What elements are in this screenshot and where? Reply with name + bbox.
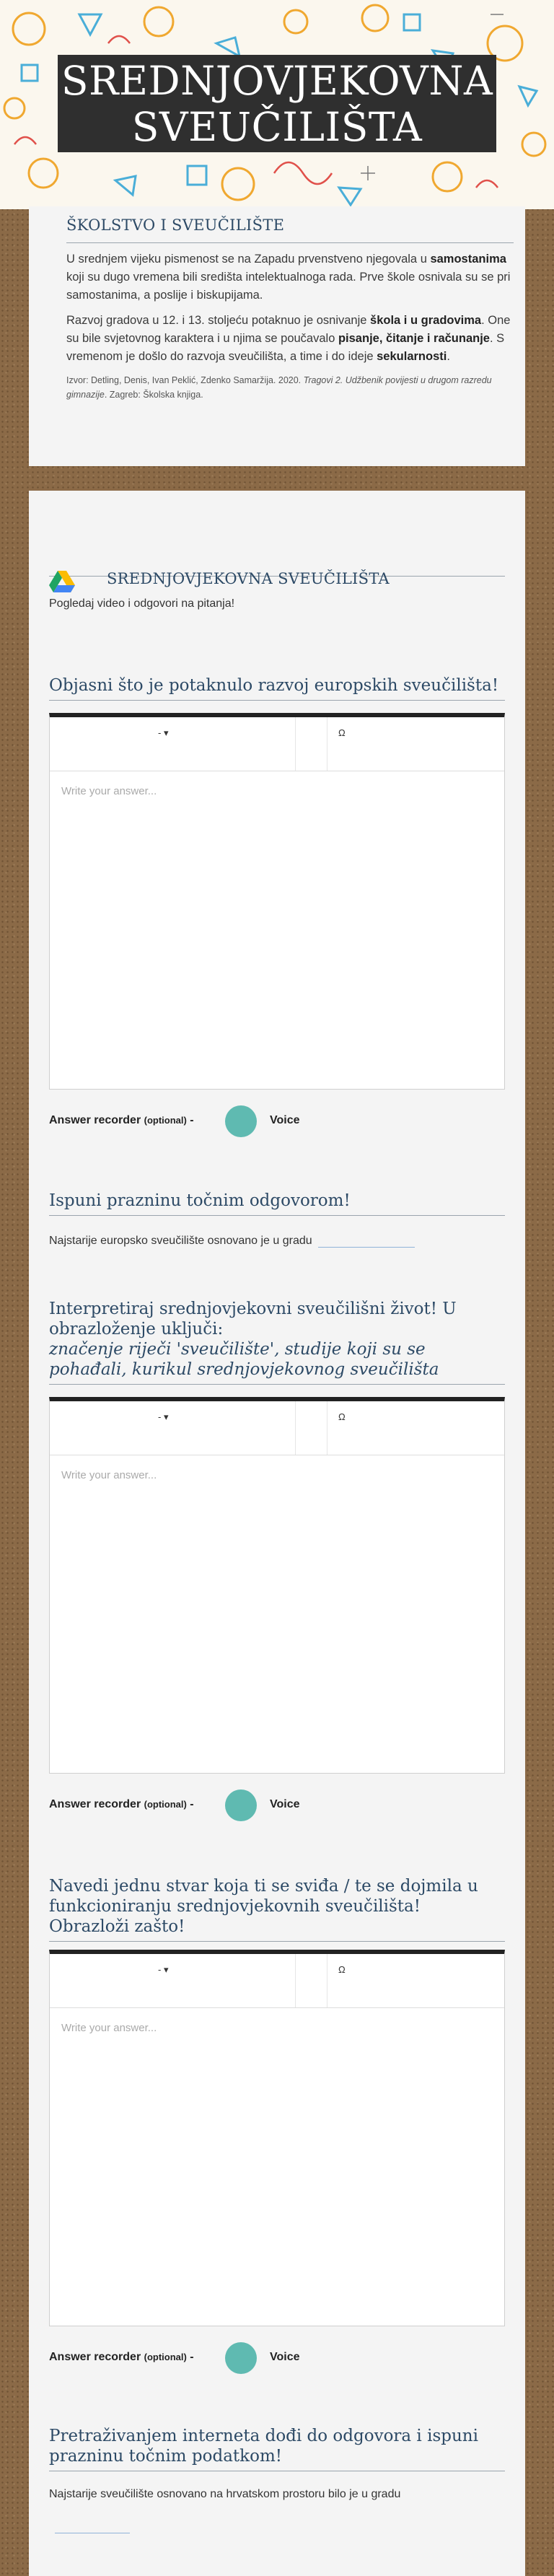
answer-recorder-2 bbox=[49, 1798, 300, 1811]
recorder-optional: (optional) bbox=[144, 2352, 187, 2362]
fill-blank-sentence: Najstarije sveučilište osnovano na hrvatskom prostoru bilo je u gradu bbox=[49, 2488, 401, 2500]
italic-span: Tragovi 2. Udžbenik povijesti u drugom razredu gimnazije bbox=[66, 375, 492, 400]
question-5: Pretraživanjem interneta dođi do odgovora i ispuni prazninu točnim podatkom! bbox=[49, 2426, 505, 2471]
bold-span: samostanima bbox=[430, 253, 506, 266]
recorder-optional: (optional) bbox=[144, 1799, 187, 1810]
format-label: - bbox=[158, 1964, 162, 1975]
fill-blank-input-1[interactable] bbox=[318, 1231, 415, 1248]
text-span: . bbox=[447, 350, 450, 363]
question-1: Objasni što je potaknulo razvoj europskih sveučilišta! bbox=[49, 675, 505, 701]
format-dropdown[interactable] bbox=[158, 1964, 169, 1976]
fill-blank-input-2[interactable] bbox=[55, 2517, 130, 2533]
voice-label: Voice bbox=[270, 2351, 300, 2363]
answer-recorder-3 bbox=[49, 2351, 300, 2364]
format-label: - bbox=[158, 1411, 162, 1422]
toolbar-divider bbox=[295, 717, 296, 771]
voice-label: Voice bbox=[270, 1114, 300, 1126]
recorder-label-text: Answer recorder bbox=[49, 1114, 141, 1126]
worksheet-title: SREDNJOVJEKOVNA SVEUČILIŠTA bbox=[107, 570, 390, 587]
fill-blank-2-input-row bbox=[49, 2517, 130, 2533]
special-character-button[interactable]: Ω bbox=[338, 727, 346, 738]
format-dropdown[interactable] bbox=[158, 1411, 169, 1423]
special-character-button[interactable]: Ω bbox=[338, 1964, 346, 1975]
intro-heading: ŠKOLSTVO I SVEUČILIŠTE bbox=[66, 216, 514, 243]
toolbar-divider bbox=[295, 1954, 296, 2007]
answer-recorder-1 bbox=[49, 1114, 300, 1127]
question-3 bbox=[49, 1299, 505, 1385]
record-button[interactable] bbox=[225, 1789, 257, 1821]
worksheet-card bbox=[29, 491, 525, 2576]
question-2: Ispuni prazninu točnim odgovorom! bbox=[49, 1191, 505, 1216]
bold-span: sekularnosti bbox=[377, 350, 447, 363]
recorder-dash: - bbox=[190, 1114, 194, 1126]
recorder-label bbox=[49, 1114, 194, 1126]
text-span: U srednjem vijeku pismenost se na Zapadu prvenstveno njegovala u bbox=[66, 253, 431, 266]
special-character-button[interactable]: Ω bbox=[338, 1411, 346, 1422]
editor-toolbar bbox=[50, 1954, 504, 2008]
page-title-line2: SVEUČILIŠTA bbox=[131, 104, 423, 150]
intro-card bbox=[29, 206, 525, 466]
recorder-dash: - bbox=[190, 1798, 194, 1810]
google-drive-icon bbox=[49, 571, 75, 592]
record-button[interactable] bbox=[225, 2342, 257, 2374]
chevron-down-icon: ▾ bbox=[163, 1411, 169, 1422]
answer-textarea-1[interactable] bbox=[50, 775, 504, 1089]
voice-label: Voice bbox=[270, 1798, 300, 1810]
question-3-text: Interpretiraj srednjovjekovni sveučilišni život! U obrazloženje uključi: bbox=[49, 1300, 457, 1339]
answer-textarea-3[interactable] bbox=[50, 2012, 504, 2326]
intro-paragraph-1 bbox=[66, 250, 514, 305]
recorder-label bbox=[49, 1798, 194, 1810]
answer-editor-2 bbox=[49, 1397, 505, 1774]
source-citation bbox=[66, 373, 514, 402]
toolbar-divider bbox=[295, 1401, 296, 1455]
header-banner bbox=[0, 0, 554, 209]
text-span: koji su dugo vremena bili središta intelektualnoga rada. Prve škole osnivala su se pri samostanima, a poslije i biskupijama. bbox=[66, 271, 511, 302]
page-title bbox=[58, 55, 496, 152]
editor-toolbar bbox=[50, 717, 504, 771]
chevron-down-icon: ▾ bbox=[163, 727, 169, 738]
question-4: Navedi jednu stvar koja ti se sviđa / te se dojmila u funkcioniranju srednjovjekovnih sveučilišta! Obrazloži zašto! bbox=[49, 1876, 505, 1942]
text-span: Razvoj gradova u 12. i 13. stoljeću potaknuo je osnivanje bbox=[66, 314, 371, 327]
format-dropdown[interactable] bbox=[158, 727, 169, 739]
recorder-optional: (optional) bbox=[144, 1115, 187, 1126]
instruction-text: Pogledaj video i odgovori na pitanja! bbox=[49, 597, 235, 610]
record-button[interactable] bbox=[225, 1105, 257, 1137]
recorder-dash: - bbox=[190, 2351, 194, 2363]
question-3-subtext: značenje riječi 'sveučilište', studije koji su se pohađali, kurikul srednjovjekovnog sveučilišta bbox=[49, 1340, 439, 1379]
recorder-label-text: Answer recorder bbox=[49, 1798, 141, 1810]
bold-span: pisanje, čitanje i računanje bbox=[338, 332, 490, 345]
format-label: - bbox=[158, 727, 162, 738]
chevron-down-icon: ▾ bbox=[163, 1964, 169, 1975]
text-span: . S vremenom je došlo do razvoja sveučilišta, a time i do ideje bbox=[66, 332, 505, 363]
text-span: Izvor: Detling, Denis, Ivan Peklić, Zdenko Samaržija. 2020. bbox=[66, 375, 304, 385]
worksheet-header bbox=[49, 533, 505, 587]
answer-textarea-2[interactable] bbox=[50, 1459, 504, 1773]
recorder-label bbox=[49, 2351, 194, 2363]
recorder-label-text: Answer recorder bbox=[49, 2351, 141, 2363]
editor-toolbar bbox=[50, 1401, 504, 1455]
fill-blank-1 bbox=[49, 1231, 415, 1248]
fill-blank-2 bbox=[49, 2488, 400, 2501]
answer-editor-3 bbox=[49, 1950, 505, 2326]
bold-span: škola i u gradovima bbox=[370, 314, 482, 327]
text-span: . Zagreb: Školska knjiga. bbox=[104, 390, 203, 400]
page-title-line1: SREDNJOVJEKOVNA bbox=[61, 58, 493, 104]
text-span: . One su bile svjetovnog karaktera i u njima se poučavalo bbox=[66, 314, 511, 345]
intro-paragraph-2 bbox=[66, 312, 514, 366]
fill-blank-sentence: Najstarije europsko sveučilište osnovano je u gradu bbox=[49, 1235, 312, 1247]
answer-editor-1 bbox=[49, 713, 505, 1090]
